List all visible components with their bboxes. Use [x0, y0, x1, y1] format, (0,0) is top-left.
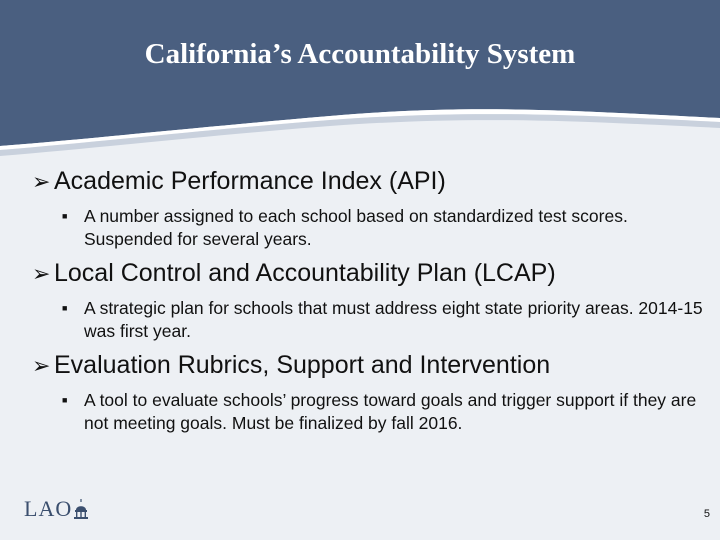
item-heading [32, 258, 716, 289]
item-heading [32, 166, 716, 197]
heading-text: Evaluation Rubrics, Support and Intervention [54, 351, 551, 379]
page-number: 5 [703, 508, 710, 520]
heading-text: Academic Performance Index (API) [54, 167, 446, 195]
header-banner [0, 0, 720, 160]
square-bullet-icon: ■ [62, 395, 68, 405]
item-detail [62, 389, 716, 435]
arrow-bullet-icon: ➢ [32, 261, 51, 286]
slide-title: California’s Accountability System [144, 38, 576, 70]
arrow-bullet-icon: ➢ [32, 353, 51, 378]
detail-text: A number assigned to each school based on standardized test scores. Suspended for several years. [84, 206, 628, 249]
header-swoosh [0, 0, 720, 160]
list-item [32, 166, 716, 251]
detail-text: A strategic plan for schools that must address eight state priority areas. 2014-15 was first year. [84, 298, 703, 341]
detail-text: A tool to evaluate schools’ progress toward goals and trigger support if they are not meeting goals. Must be finalized by fall 2016. [84, 390, 697, 433]
item-heading [32, 350, 716, 381]
item-detail [62, 297, 716, 343]
logo-text: LAO [24, 496, 73, 521]
list-item [32, 350, 716, 435]
item-detail [62, 205, 716, 251]
heading-text: Local Control and Accountability Plan (LCAP) [54, 259, 556, 287]
lao-logo [24, 494, 90, 524]
arrow-bullet-icon: ➢ [32, 169, 51, 194]
square-bullet-icon: ■ [62, 303, 68, 313]
capitol-dome-icon [72, 498, 90, 520]
list-item [32, 258, 716, 343]
slide-content [32, 166, 716, 435]
square-bullet-icon: ■ [62, 211, 68, 221]
